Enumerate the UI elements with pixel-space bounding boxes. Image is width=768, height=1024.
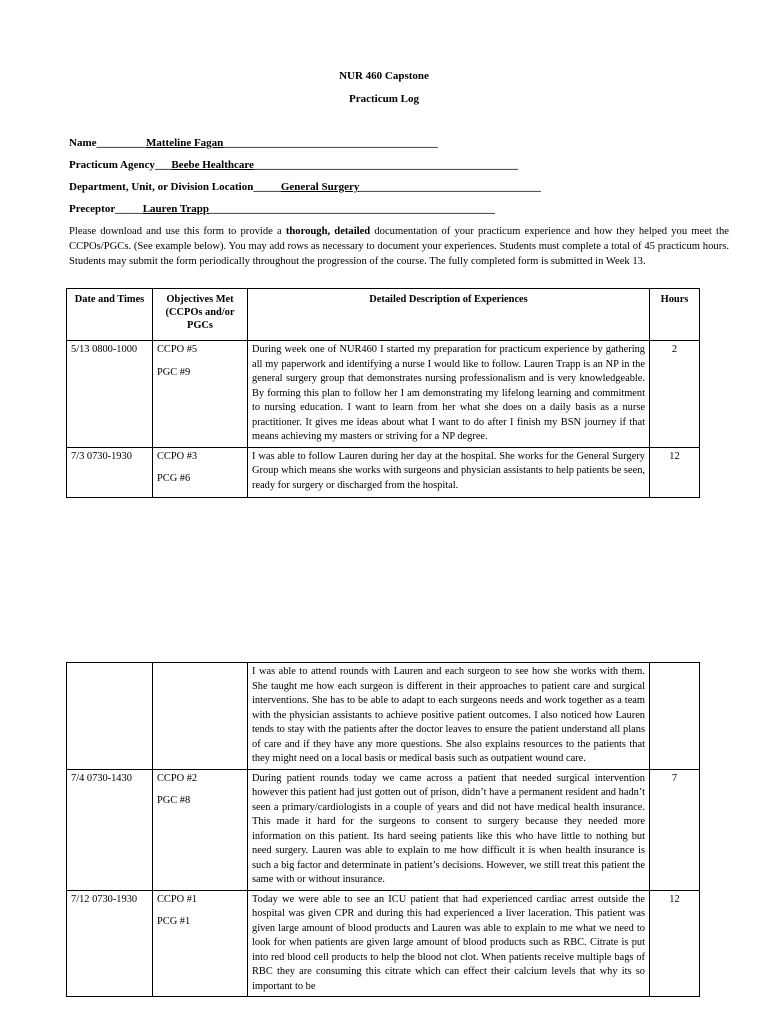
date-cell [67, 663, 153, 770]
table-row [67, 447, 700, 497]
form-title: Practicum Log [349, 93, 419, 105]
instructions: Please download and use this form to provide a thorough, detailed documentation of your practicum experience and how they helped you meet the CCPOs/PGCs. (See example below). You may add rows as necessary to document your experiences. Students must complete a total of 45 practicum hours. Students may submit the form periodically throughout the progression of the course. The fully completed form is submitted in Week 13. [69, 226, 729, 267]
table-row [67, 341, 700, 448]
date-cell: 7/4 0730-1430 [67, 769, 153, 890]
table-row [67, 663, 700, 770]
objectives-cell: CCPO #3 PCG #6 [153, 447, 248, 497]
description-cell: Today we were able to see an ICU patient that had experienced cardiac arrest outside the hospital was given CPR and during this had experienced a liver laceration. This patient was given large amount of blood products and Lauren was able to explain to me what we need to look for when patients are given large amount of blood products such as RBC. Citrate is put into red blood cell products to help the blood not clot. When patients receive multiple bags of RBC they are consuming this citrate which can effect their calcium levels that why its so important to be [248, 890, 650, 997]
agency-field: Practicum Agency___Beebe Healthcare________________________________________________ [69, 159, 518, 171]
table-row [67, 890, 700, 997]
objectives-cell [153, 663, 248, 770]
hours-cell [650, 663, 700, 770]
table-row [67, 769, 700, 890]
col-objectives-header: Objectives Met (CCPOs and/or PGCs [153, 289, 248, 341]
col-hours-header: Hours [650, 289, 700, 341]
date-cell: 7/12 0730-1930 [67, 890, 153, 997]
description-cell: I was able to attend rounds with Lauren and each surgeon to see how she works with them. She taught me how each surgeon is different in their approaches to patient care and surgical interventions. She has to be able to adapt to each surgeons needs and work together as a team with the physician assistants to achieve positive patient outcomes. I also noticed how Lauren tends to stay with the patients after the doctor leaves to ensure the patient understand all plans of care and if they have any more questions. She also explains resources to the patients that they might need on a local basis or medical basis such as outpatient wound care. [248, 663, 650, 770]
objectives-cell: CCPO #1 PCG #1 [153, 890, 248, 997]
objectives-cell: CCPO #5 PGC #9 [153, 341, 248, 448]
header-row [67, 289, 700, 341]
name-field: Name_________Matteline Fagan_______________________________________ [69, 137, 438, 149]
col-description-header: Detailed Description of Experiences [248, 289, 650, 341]
hours-cell: 7 [650, 769, 700, 890]
hours-cell: 2 [650, 341, 700, 448]
col-date-header: Date and Times [67, 289, 153, 341]
description-cell: I was able to follow Lauren during her day at the hospital. She works for the General Surgery Group which means she works with surgeons and physician assistants to help patients be seen, ready for surgery or discharged from the hospital. [248, 447, 650, 497]
description-cell: During week one of NUR460 I started my preparation for practicum experience by gathering all my paperwork and identifying a nurse I would like to follow. Lauren Trapp is an NP in the general surgery group that demonstrates nursing professionalism and is very knowledgeable. By forming this plan to follow her I am demonstrating my lifelong learning and commitment to nursing education. I want to learn from her what she does on a daily basis as a nurse practitioner. It gives me ideas about what I want to do after I finish my BSN journey if that means achieving my masters or striving for a NP degree. [248, 341, 650, 448]
hours-cell: 12 [650, 890, 700, 997]
course-title: NUR 460 Capstone [339, 70, 429, 82]
log-table-part1 [66, 288, 700, 498]
log-table-part2 [66, 662, 700, 997]
date-cell: 5/13 0800-1000 [67, 341, 153, 448]
objectives-cell: CCPO #2 PGC #8 [153, 769, 248, 890]
department-field: Department, Unit, or Division Location_____General Surgery_________________________________ [69, 181, 541, 193]
description-cell: During patient rounds today we came across a patient that needed surgical intervention however this patient had just gotten out of prison, didn’t have a permanent resident and hadn’t seen a primary/cardiologists in a couple of years and did not have medical health insurance. This made it hard for the surgeons to consent to surgery because they needed more information on this patient. Its hard seeing patients like this who have little to nothing but need surgery. Lauren was able to explain to me how difficult it is when health insurance is such a big factor and determinate in patient’s decisions. However, we still treat this patient the same with or without insurance. [248, 769, 650, 890]
date-cell: 7/3 0730-1930 [67, 447, 153, 497]
hours-cell: 12 [650, 447, 700, 497]
preceptor-field: Preceptor_____Lauren Trapp____________________________________________________ [69, 203, 496, 215]
